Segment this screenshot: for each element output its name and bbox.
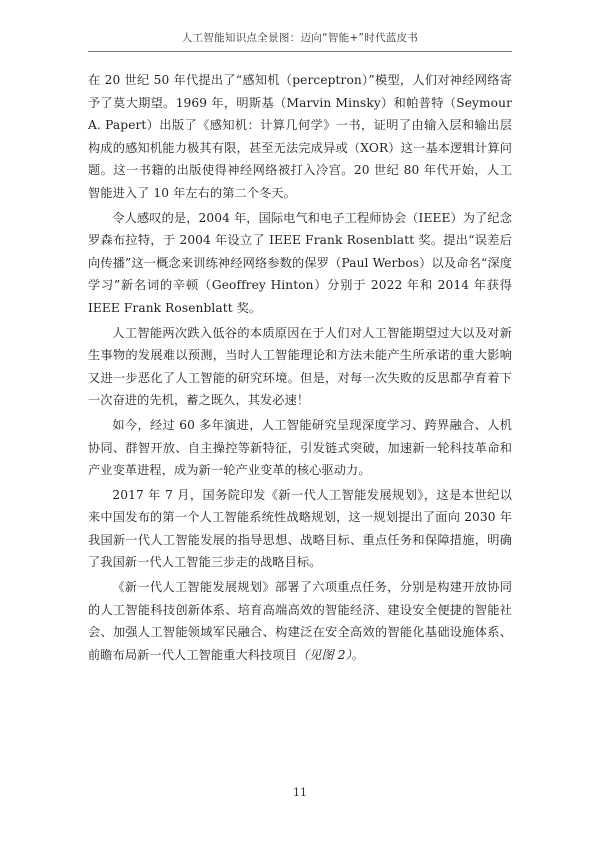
paragraph-new-features: 如今，经过 60 多年演进，人工智能研究呈现深度学习、跨界融合、人机协同、群智开放、自主操控等新特征，引发链式突破，加速新一轮科技革命和产业变革进程，成为新一轮产业变革的核心驱动力。 — [88, 417, 512, 478]
paragraph-ieee-award: 令人感叹的是，2004 年，国际电气和电子工程师协会（IEEE）为了纪念罗森布拉特，于 2004 年设立了 IEEE Frank Rosenblatt 奖。提出“误差后向传播”这一概念来训练神经网络参数的保罗（Paul Werbos）以及命名“深度学习”新名词的辛顿（Geoffrey Hinton）分别于 2022 年和 2014 年获得 IEEE Frank Rosenblatt 奖。 — [88, 210, 512, 315]
six-tasks-end: 。 — [351, 647, 365, 662]
header-divider — [88, 51, 512, 52]
body-text — [88, 69, 512, 668]
paragraph-six-tasks — [88, 576, 512, 666]
paragraph-perceptron: 在 20 世纪 50 年代提出了“感知机（perceptron）”模型，人们对神经网络寄予了莫大期望。1969 年，明斯基（Marvin Minsky）和帕普特（Seymour A. Papert）出版了《感知机：计算几何学》一书，证明了由输入层和输出层构成的感知机能力极其有限，甚至无法完成异或（XOR）这一基本逻辑计算问题。这一书籍的出版使得神经网络被打入冷宫。20 世纪 80 年代开始，人工智能进入了 10 年左右的第二个冬天。 — [88, 73, 512, 200]
paragraph-state-council-plan: 2017 年 7 月，国务院印发《新一代人工智能发展规划》，这是本世纪以来中国发布的第一个人工智能系统性战略规划，这一规划提出了面向 2030 年我国新一代人工智能发展的指导思想、战略目标、重点任务和保障措施，明确了我国新一代人工智能三步走的战略目标。 — [88, 487, 512, 570]
running-header: 人工智能知识点全景图：迈向“智能+”时代蓝皮书 — [181, 32, 419, 44]
page-number: 11 — [293, 786, 307, 799]
figure-reference: （见图 2） — [296, 647, 352, 662]
six-tasks-text: 《新一代人工智能发展规划》部署了六项重点任务，分别是构建开放协同的人工智能科技创新体系、培育高端高效的智能经济、建设安全便捷的智能社会、加强人工智能领域军民融合、构建泛在安全高效的智能化基础设施体系、前瞻布局新一代人工智能重大科技项目 — [88, 580, 512, 662]
paragraph-ai-winters: 人工智能两次跌入低谷的本质原因在于人们对人工智能期望过大以及对新生事物的发展难以预测，当时人工智能理论和方法未能产生所承诺的重大影响又进一步恶化了人工智能的研究环境。但是，对每一次失败的反思都孕育着下一次奋进的先机，蓄之既久，其发必速！ — [88, 325, 512, 408]
